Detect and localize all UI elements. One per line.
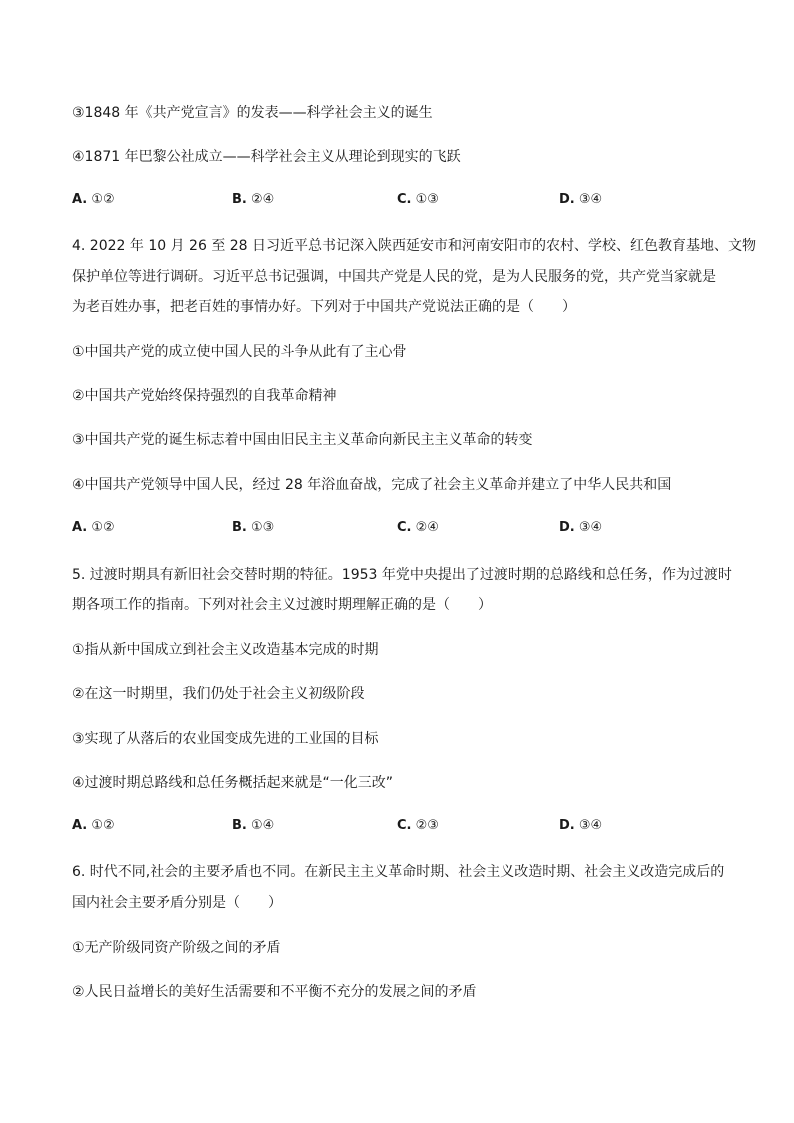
- q4-item-1: ①中国共产党的成立使中国人民的斗争从此有了主心骨: [72, 344, 407, 360]
- q4-option-b: B. ①③: [232, 520, 275, 535]
- q4-option-c: C. ②④: [397, 520, 439, 535]
- q5-option-a: A. ①②: [72, 818, 115, 833]
- q5-option-b: B. ①④: [232, 818, 275, 833]
- q3-option-d: D. ③④: [559, 192, 603, 207]
- q6-stem-line-2: 国内社会主要矛盾分别是（ ）: [72, 895, 282, 911]
- q5-options: [72, 818, 732, 836]
- q5-stem-line-1: 5. 过渡时期具有新旧社会交替时期的特征。1953 年党中央提出了过渡时期的总路线和总任务，作为过渡时: [72, 567, 732, 583]
- q3-option-b: B. ②④: [232, 192, 275, 207]
- q4-item-3: ③中国共产党的诞生标志着中国由旧民主主义革命向新民主主义革命的转变: [72, 432, 533, 448]
- q6-item-2: ②人民日益增长的美好生活需要和不平衡不充分的发展之间的矛盾: [72, 984, 477, 1000]
- q4-stem-line-2: 保护单位等进行调研。习近平总书记强调，中国共产党是人民的党，是为人民服务的党，共产党当家就是: [72, 269, 716, 285]
- q5-item-2: ②在这一时期里，我们仍处于社会主义初级阶段: [72, 686, 365, 702]
- q3-item-4: ④1871 年巴黎公社成立——科学社会主义从理论到现实的飞跃: [72, 149, 461, 165]
- q4-item-2: ②中国共产党始终保持强烈的自我革命精神: [72, 388, 337, 404]
- q4-item-4: ④中国共产党领导中国人民，经过 28 年浴血奋战，完成了社会主义革命并建立了中华人民共和国: [72, 477, 672, 493]
- q5-option-d: D. ③④: [559, 818, 603, 833]
- q3-item-3: ③1848 年《共产党宣言》的发表——科学社会主义的诞生: [72, 105, 433, 121]
- q3-option-a: A. ①②: [72, 192, 115, 207]
- q5-option-c: C. ②③: [397, 818, 439, 833]
- q3-options: [72, 192, 732, 210]
- q5-item-1: ①指从新中国成立到社会主义改造基本完成的时期: [72, 642, 379, 658]
- q4-option-d: D. ③④: [559, 520, 603, 535]
- q5-stem-line-2: 期各项工作的指南。下列对社会主义过渡时期理解正确的是（ ）: [72, 597, 492, 613]
- q4-stem-line-1: 4. 2022 年 10 月 26 至 28 日习近平总书记深入陕西延安市和河南安阳市的农村、学校、红色教育基地、文物: [72, 238, 757, 254]
- q6-stem-line-1: 6. 时代不同,社会的主要矛盾也不同。在新民主主义革命时期、社会主义改造时期、社会主义改造完成后的: [72, 864, 725, 880]
- q5-item-4: ④过渡时期总路线和总任务概括起来就是“一化三改”: [72, 775, 394, 791]
- q5-item-3: ③实现了从落后的农业国变成先进的工业国的目标: [72, 731, 379, 747]
- q4-options: [72, 520, 732, 538]
- q6-item-1: ①无产阶级同资产阶级之间的矛盾: [72, 940, 281, 956]
- q3-option-c: C. ①③: [397, 192, 439, 207]
- q4-option-a: A. ①②: [72, 520, 115, 535]
- q4-stem-line-3: 为老百姓办事，把老百姓的事情办好。下列对于中国共产党说法正确的是（ ）: [72, 299, 576, 315]
